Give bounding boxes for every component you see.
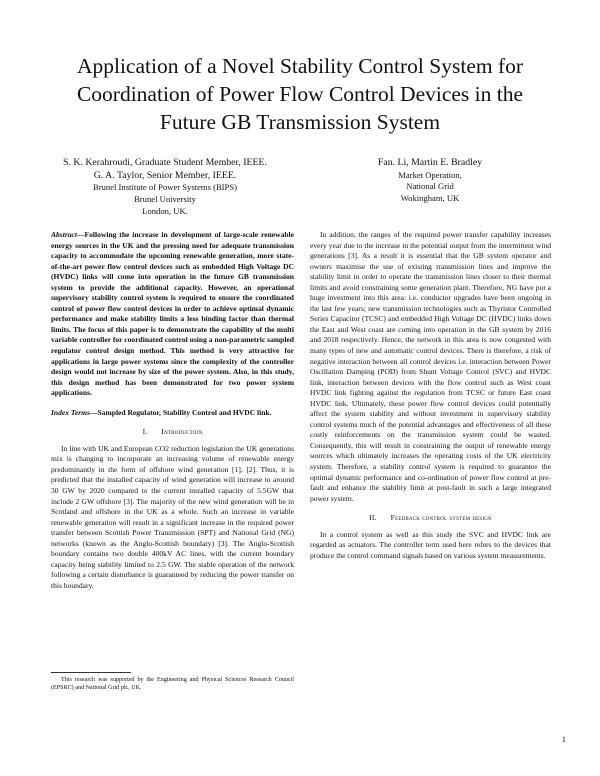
title-line: Future GB Transmission System	[159, 110, 441, 134]
author-affiliation: Market Operation,	[398, 169, 462, 180]
section-number: II.	[369, 513, 377, 523]
abstract-text: —Following the increase in development of large-scale renewable energy sources in the UK and the pressing need for adequate transmission capacity to accommodate the upcoming renewable generation, more state-of-the-art power flow control devices such as embedded High Voltage DC (HVDC) links will come into operation in the future GB transmission system to provide the additional capacity. However, an operational supervisory stability control system is required to ensure the coordinated control of power flow control devices in order to achieve optimal dynamic performance and make stability limits a less binding factor than thermal limits. The focus of this paper is to demonstrate the capability of the multi variable controller for coordinated control using a non-parametric sampled regulator control design method. This method is very attractive for applications in large power systems since the complexity of the controller design would not increase by size of the power system. Also, in this study, this design method has been demonstrated for two power system applications.	[51, 230, 294, 398]
index-terms	[51, 408, 294, 419]
paragraph: In addition, the ranges of the required power transfer capability increases every year due to the increase in the potential output from the intermittent wind generations [3]. As a result it is essential that the GB system operator and owners maximise the use of existing transmission lines and improve the stability limit in order to operate the transmission lines closer to their thermal limits and avoid constraining some generation plant. Therefore, NG have put a huge investment into this area: i.e. conductor upgrades have been ongoing in the last few years; new transmission technologies such as Thyristor Controlled Series Capacitor (TCSC) and embedded High Voltage DC (HVDC) links down the East and West coast are coming into operation in the GB system by 2016 and 2018 respectively. Hence, the network in this area is now congested with many types of new and automatic control devices. There is therefore, a risk of negative interaction between all control devices i.e. interaction between Power Oscillation Damping (POD) from Shunt Voltage Control (SVC) and HVDC link, interaction between devices with the flow control such as West coast HVDC link fighting against the regulation from TCSC or future East coast HVDC link. Ultimately, these power flow control devices could potentially affect the system stability and without investment in supervisory stability control systems much of the potential advantages and effectiveness of all these costly reinforcements on the transmission system could be wasted. Consequently, this will result in constraining the output of renewable energy sources which ultimately increases the operating costs of the UK electricity system. Therefore, a stability control system is required to guarantee the optimal dynamic performance and co-ordination of power flow control at pre-fault and enhance the stability limit at post-fault in such a large integrated power system.	[310, 230, 551, 503]
author-block-left	[30, 157, 300, 217]
author-affiliation: National Grid	[406, 181, 454, 192]
section-heading	[310, 513, 551, 524]
abstract-label: Abstract	[51, 230, 77, 239]
footnote-divider	[51, 672, 131, 673]
section-heading	[51, 427, 294, 438]
title-line: Coordination of Power Flow Control Devices in the	[76, 82, 524, 106]
title-line: Application of a Novel Stability Control System for	[76, 54, 524, 78]
index-terms-label: Index Terms	[51, 407, 90, 417]
author-name: Fan. Li, Martin E. Bradley	[377, 157, 483, 168]
index-terms-text: —Sampled Regulator, Stability Control and HVDC link.	[89, 407, 272, 417]
page-number: 1	[561, 734, 566, 744]
paragraph: In line with UK and European CO2 reduction legislation the UK generations mix is changing to incorporate an increasing volume of renewable energy predominantly in the form of offshore wind generation [1], [2]. Thus, it is predicted that the installed capacity of wind generation will increase to around 30 GW by 2020 compared to the current installed capacity of 5.5GW that include 2 GW offshore [3]. The majority of the new wind generation will be in Scotland and offshore in the UK as a whole. Such an increase in variable renewable generation will result in a significant increase in the required power transfer between Scottish Power Transmission (SPT) and National Grid (NG) networks (known as the Anglo-Scottish boundary) [3]. The Anglo-Scottish boundary contains two double 400kV AC lines, with the current boundary capacity being stability limited to 2.5 GW. The stable operation of the network following a certain disturbance is guaranteed by reducing the power transfer on this boundary.	[51, 443, 294, 590]
author-affiliation: Brunel Institute of Power Systems (BIPS)	[93, 182, 237, 192]
footnote: This research was supported by the Engineering and Physical Sciences Research Council (EPSRC) and National Grid plc, UK.	[51, 677, 294, 692]
section-number: I.	[142, 427, 148, 437]
author-location: Wokingham, UK	[400, 193, 460, 204]
left-column	[51, 230, 294, 592]
author-block-right	[330, 157, 530, 205]
paragraph: In a control system as well as this study the SVC and HVDC link are regarded as actuators. The controller term used here refers to the devices that produce the control command signals based on various system measurements.	[310, 529, 551, 560]
author-name: G. A. Taylor, Senior Member, IEEE.	[93, 169, 237, 181]
paper-title	[40, 52, 560, 136]
author-affiliation: Brunel University	[134, 193, 196, 204]
section-title: Introduction	[161, 427, 203, 437]
abstract	[51, 230, 294, 399]
right-column	[310, 230, 551, 561]
author-name: S. K. Kerahroudi, Graduate Student Member, IEEE.	[63, 157, 267, 168]
author-location: London, UK.	[142, 205, 188, 216]
section-title: Feedback control system design	[390, 513, 492, 523]
